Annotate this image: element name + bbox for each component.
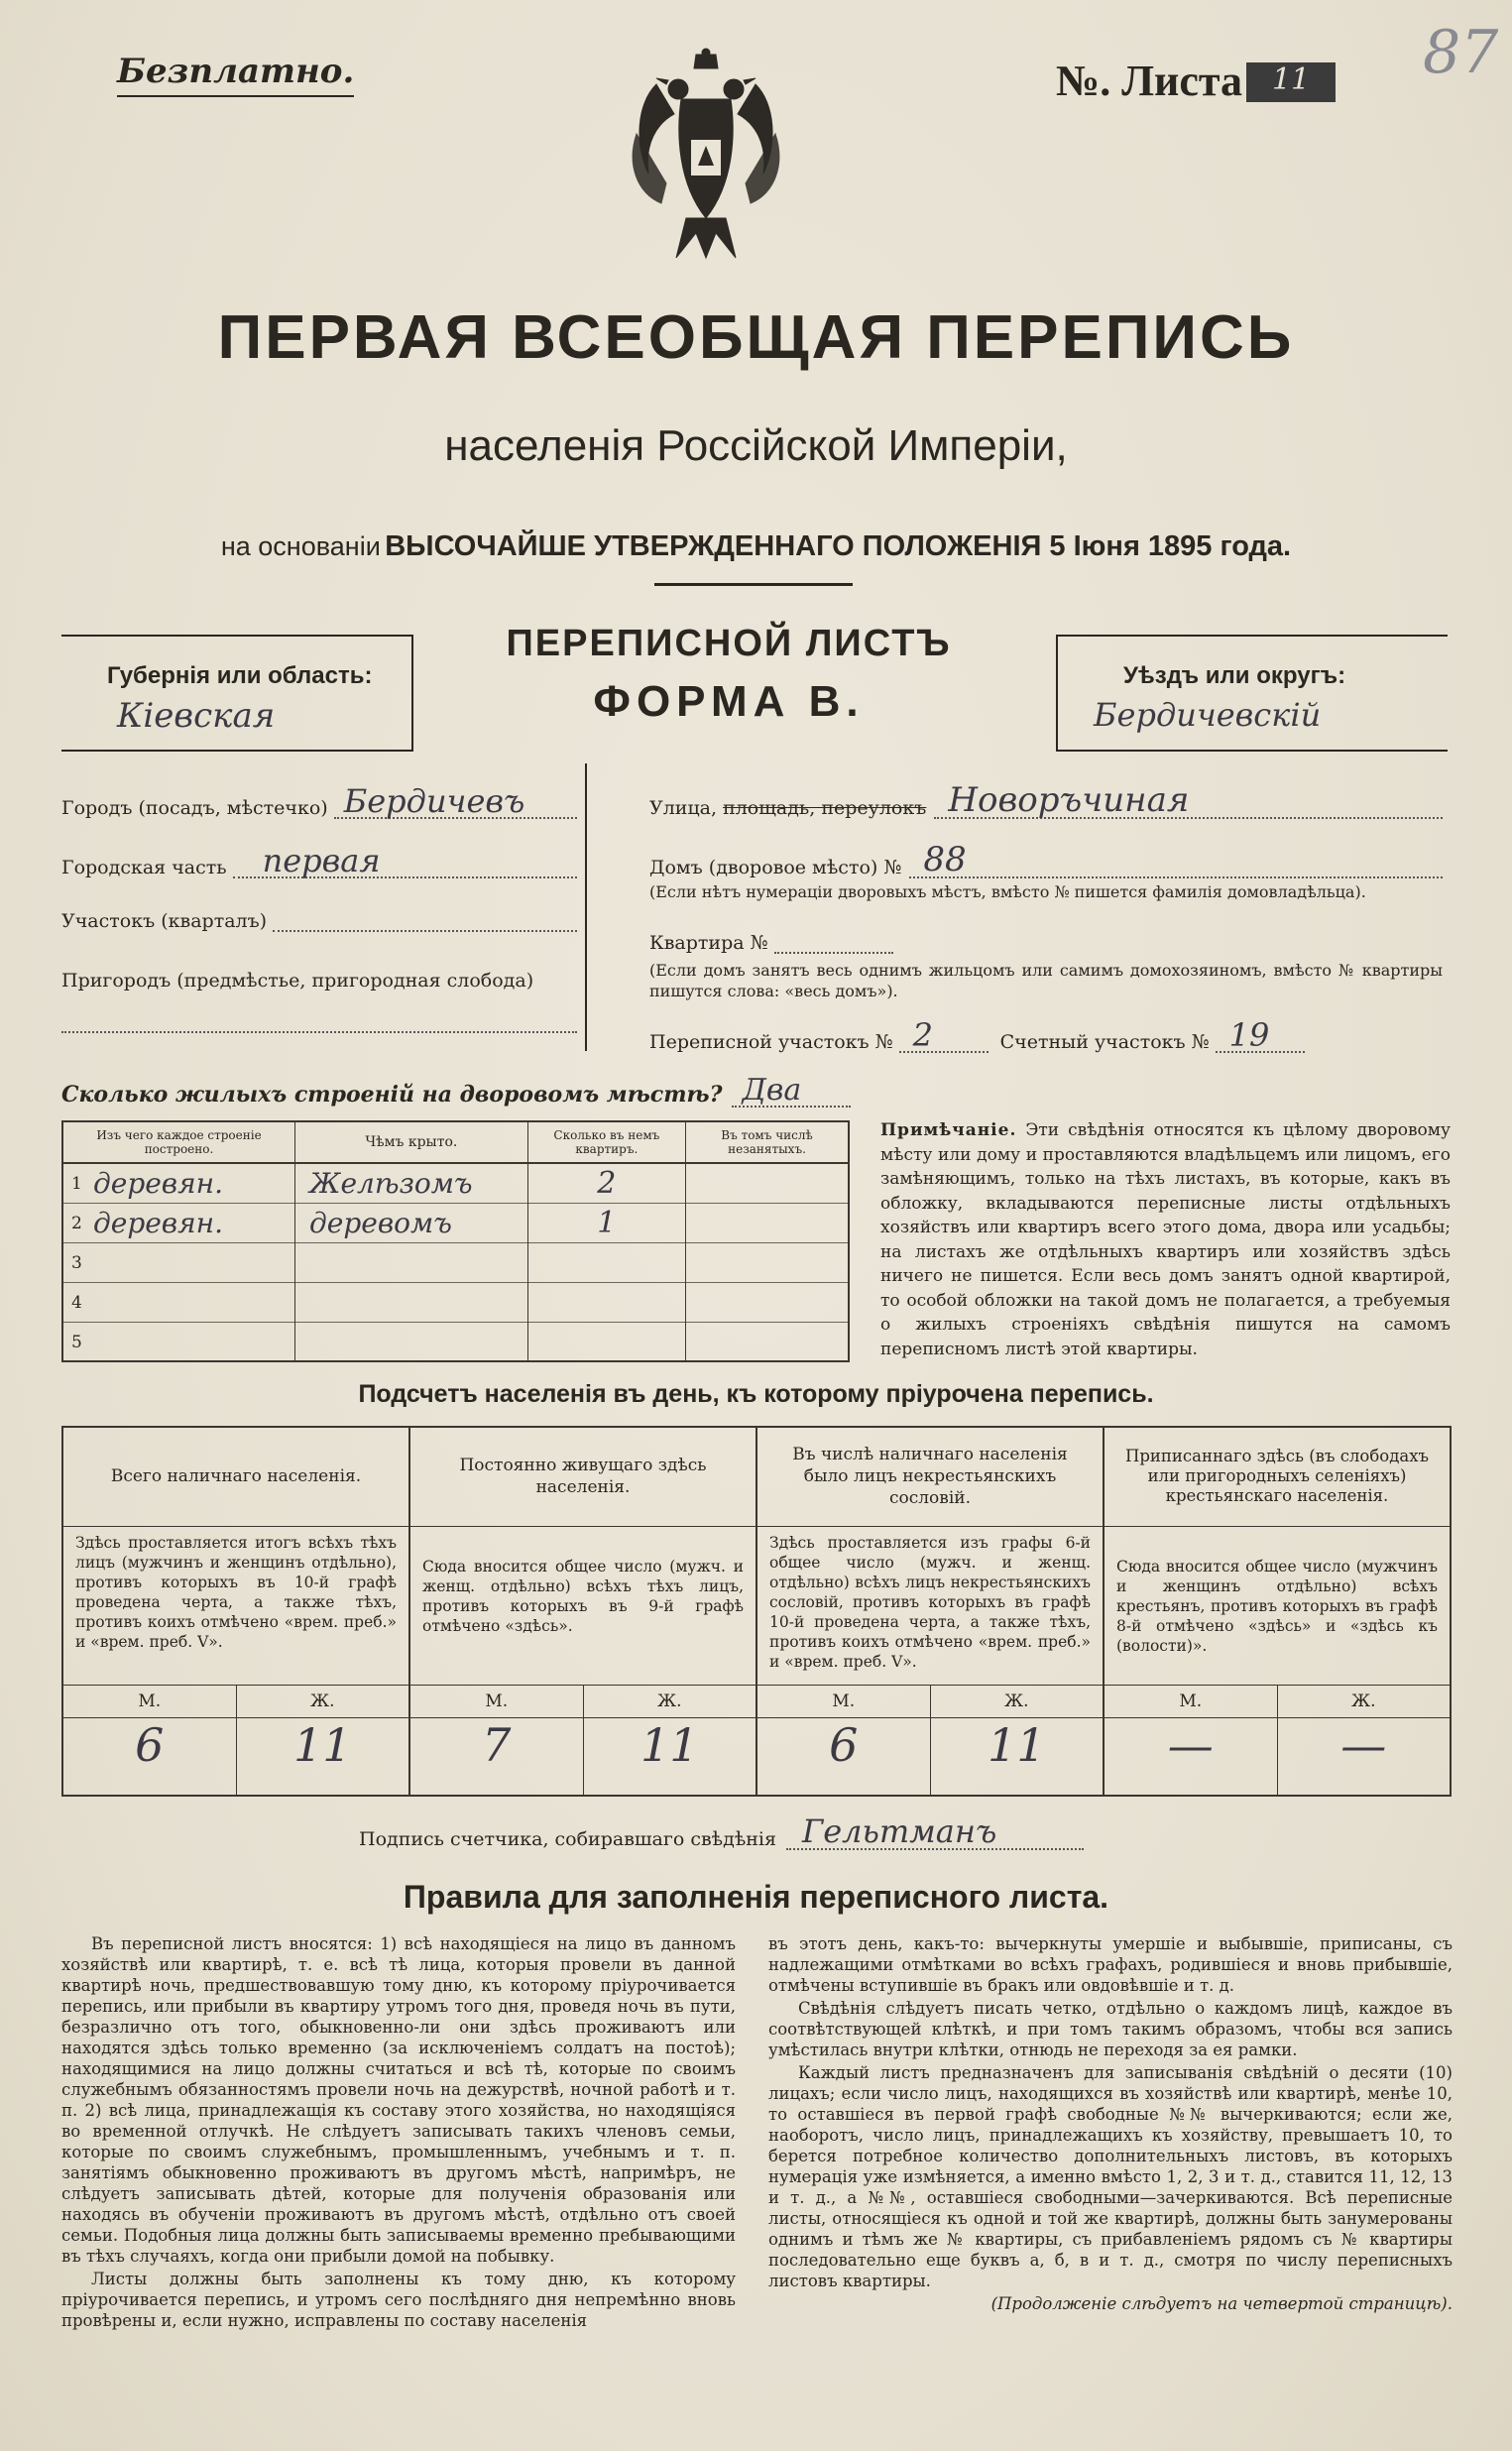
basis-main: ВЫСОЧАЙШЕ УТВЕРЖДЕННАГО ПОЛОЖЕНІЯ 5 Іюня 1895 года.	[385, 530, 1292, 562]
row-number: 3	[71, 1252, 82, 1273]
building-roof[interactable]: деревомъ	[295, 1203, 528, 1242]
sheet-number-label: №. Листа	[1056, 57, 1243, 105]
apt-note: (Если домъ занятъ весь однимъ жильцомъ или самимъ домохозяиномъ, вмѣсто № квартиры пишутся слова: «весь домъ»).	[649, 961, 1443, 1000]
building-apts[interactable]: 1	[527, 1203, 685, 1242]
female-count[interactable]: 11	[292, 1717, 352, 1772]
rules-paragraph: въ этотъ день, какъ-то: вычеркнуты умершіе и выбывшіе, приписаны, съ надлежащими отмѣтками во всѣхъ графахъ, родившіеся и вновь прибывшіе, отмѣчены вступившіе въ бракъ или овдовѣвшіе и т. д.	[768, 1934, 1453, 1995]
female-label: Ж.	[584, 1686, 756, 1718]
census-area-value[interactable]: 2	[899, 1019, 989, 1053]
count-values-cell	[1104, 1685, 1451, 1796]
census-area-label: Переписной участокъ №	[649, 1031, 893, 1053]
building-material[interactable]: деревян.	[93, 1166, 223, 1200]
buildings-header-apts: Сколько въ немъ квартиръ.	[527, 1121, 685, 1163]
rules-left-column	[61, 1933, 736, 2333]
buildings-row	[62, 1163, 849, 1203]
title-divider	[654, 583, 853, 586]
female-label: Ж.	[237, 1686, 409, 1718]
count-col-body: Сюда вносится общее число (мужч. и женщ. отдѣльно) всѣхъ тѣхъ лицъ, противъ которыхъ въ 9-й графѣ отмѣчено «здѣсь».	[409, 1526, 756, 1685]
count-col-title: Въ числѣ наличнаго населенія было лицъ некрестьянскихъ сословій.	[756, 1427, 1104, 1526]
count-col-body: Сюда вносится общее число (мужчинъ и женщинъ отдѣльно) всѣхъ крестьянъ, противъ которыхъ въ графѣ 8-й отмѣчено «здѣсь» и «здѣсь къ (волости)».	[1116, 1557, 1438, 1655]
free-label-box	[117, 52, 354, 97]
corner-note: 87	[1423, 18, 1499, 87]
buildings-row	[62, 1322, 849, 1361]
form-heading-1: ПЕРЕПИСНОЙ ЛИСТЪ	[506, 623, 952, 664]
rules-paragraph: Каждый листъ предназначенъ для записыванія свѣдѣній о десяти (10) лицахъ; если число лицъ, находящихся въ хозяйствѣ или квартирѣ, менѣе 10, то оставшіеся въ первой графѣ свободные №№ вычеркиваются; если же, наоборотъ, число лицъ, принадлежащихъ къ хозяйству, превышаетъ 10, то берется потребное количество дополнительныхъ листовъ, въ которыхъ нумерація уже измѣняется, а именно вмѣсто 1, 2, 3 и т. д., ставится 11, 12, 13 и т. д., а №№, оставшіеся свободными—зачеркиваются. Всѣ переписные листы, относящіеся къ одной и той же квартирѣ, должны быть занумерованы однимъ и тѣмъ же № квартиры, съ прибавленіемъ рядомъ съ № квартиры последовательно еще буквъ а, б, в и т. д., смотря по числу переписныхъ листовъ квартиры.	[768, 2063, 1453, 2290]
rules-paragraph: Листы должны быть заполнены къ тому дню, къ которому пріурочивается перепись, и утромъ сего послѣдняго дня непремѣнно вновь провѣрены и, если нужно, исправлены по составу населенія	[61, 2270, 736, 2330]
city-value[interactable]: Бердичевъ	[334, 785, 577, 819]
buildings-note-title: Примѣчаніе.	[880, 1120, 1017, 1140]
rules-paragraph: Свѣдѣнія слѣдуетъ писать четко, отдѣльно о каждомъ лицѣ, каждое въ соотвѣтствующей клѣткѣ, и при томъ такимъ образомъ, чтобы вся запись умѣстилась внутри клѣтки, отнюдь не переходя за ея рамки.	[768, 1999, 1453, 2059]
row-number: 4	[71, 1292, 82, 1313]
count-values-cell	[409, 1685, 756, 1796]
building-apts[interactable]: 2	[527, 1163, 685, 1203]
building-roof[interactable]: Желѣзомъ	[295, 1163, 528, 1203]
signature-value[interactable]: Гельтманъ	[786, 1814, 1084, 1850]
basis-prefix: на основаніи	[220, 531, 381, 561]
count-area-value[interactable]: 19	[1216, 1019, 1305, 1053]
buildings-note	[880, 1118, 1451, 1361]
signature-label: Подпись счетчика, собиравшаго свѣдѣнія	[359, 1828, 776, 1850]
uchastok-label: Участокъ (кварталъ)	[61, 910, 268, 932]
location-fields-left	[61, 763, 587, 1051]
count-values-cell	[62, 1685, 409, 1796]
buildings-question: Сколько жилыхъ строеній на дворовомъ мѣстѣ?	[61, 1082, 723, 1108]
apt-label: Квартира №	[649, 932, 768, 954]
row-number: 2	[71, 1213, 82, 1233]
count-col-title: Всего наличнаго населенія.	[62, 1427, 409, 1526]
male-count[interactable]: 7	[482, 1717, 512, 1772]
building-vacant[interactable]	[686, 1242, 849, 1282]
location-fields-right	[649, 763, 1453, 1061]
building-roof[interactable]	[295, 1242, 528, 1282]
subtitle: населенія Россійской Имперіи,	[444, 421, 1068, 470]
buildings-header-roof: Чѣмъ крыто.	[295, 1121, 528, 1163]
main-title: ПЕРВАЯ ВСЕОБЩАЯ ПЕРЕПИСЬ	[217, 303, 1295, 372]
guberniya-box	[61, 635, 413, 752]
building-apts[interactable]	[527, 1282, 685, 1322]
guberniya-value: Кіевская	[117, 696, 276, 736]
building-material[interactable]: деревян.	[93, 1206, 223, 1239]
buildings-row	[62, 1203, 849, 1242]
building-vacant[interactable]	[686, 1322, 849, 1361]
city-part-label: Городская часть	[61, 857, 227, 878]
count-col-body: Здѣсь проставляется изъ графы 6-й общее число (мужч. и женщ. отдѣльно) всѣхъ лицъ некрестьянскихъ сословій, противъ которыхъ въ графѣ 10-й проведена черта, а также тѣхъ, противъ коихъ отмѣчено «врем. преб.» и «врем. преб. V».	[756, 1526, 1104, 1685]
count-col-body: Здѣсь проставляется итогъ всѣхъ тѣхъ лицъ (мужчинъ и женщинъ отдѣльно), противъ которыхъ въ 10-й графѣ проведена черта, а также тѣхъ, противъ коихъ отмѣчено «врем. преб.» и «врем. преб. V».	[62, 1526, 409, 1685]
building-roof[interactable]	[295, 1282, 528, 1322]
male-label: М.	[757, 1686, 930, 1718]
female-count[interactable]: —	[1340, 1717, 1387, 1772]
uchastok-value[interactable]	[273, 912, 577, 932]
city-label: Городъ (посадъ, мѣстечко)	[61, 797, 328, 819]
male-label: М.	[1105, 1686, 1277, 1718]
count-col-title: Постоянно живущаго здѣсь населенія.	[409, 1427, 756, 1526]
imperial-eagle-emblem	[627, 45, 785, 263]
rules-continued: (Продолженіе слѣдуетъ на четвертой страницѣ).	[990, 2294, 1453, 2313]
population-count-table	[61, 1426, 1452, 1797]
buildings-header-material: Изъ чего каждое строеніе построено.	[62, 1121, 295, 1163]
rules-paragraph: Въ переписной листъ вносятся: 1) всѣ находящіеся на лицо въ данномъ хозяйствѣ или квартирѣ, т. е. всѣ тѣ лица, которыя провели въ данной квартирѣ ночь, предшествовавшую тому дню, къ которому пріурочивается перепись, или прибыли въ квартиру утромъ того дня, проведя ночь въ пути, безразлично отъ того, обыкновенно-ли они здѣсь проживаютъ или находятся здѣсь только временно (за исключеніемъ солдатъ на постоѣ); находящимися на лицо должны считаться и всѣ тѣ, которые по своимъ служебнымъ обязанностямъ провели ночь на дежурствѣ, ночной работѣ и т. п. 2) всѣ лица, принадлежащія къ составу этого хозяйства, но находящіяся во временной отлучкѣ. Не слѣдуетъ записывать такихъ членовъ семьи, которые по своимъ служебнымъ, промышленнымъ, учебнымъ и т. п. занятіямъ обыкновенно проживаютъ въ другомъ мѣстѣ, напримѣръ, не слѣдуетъ записывать дѣтей, которые для полученія образованія или находясь въ обученіи проживаютъ въ другомъ мѣстѣ, отдѣльно отъ своей семьи. Подобныя лица должны быть записываемы временно пребывающими въ тѣхъ случаяхъ, когда они прибыли домой на побывку.	[61, 1934, 736, 2266]
female-count[interactable]: 11	[640, 1717, 699, 1772]
form-heading-2: ФОРМА В.	[593, 677, 865, 726]
male-label: М.	[410, 1686, 583, 1718]
building-vacant[interactable]	[686, 1163, 849, 1203]
signature-line	[359, 1814, 1084, 1850]
building-vacant[interactable]	[686, 1282, 849, 1322]
house-value[interactable]: 88	[909, 843, 1443, 878]
building-vacant[interactable]	[686, 1203, 849, 1242]
female-label: Ж.	[931, 1686, 1104, 1718]
male-count[interactable]: 6	[829, 1717, 859, 1772]
form-heading	[416, 623, 1041, 727]
buildings-question-line	[61, 1073, 851, 1108]
building-apts[interactable]	[527, 1322, 685, 1361]
female-label: Ж.	[1278, 1686, 1451, 1718]
prigorod-value[interactable]	[61, 1031, 577, 1033]
buildings-header-vacant: Въ томъ числѣ незанятыхъ.	[721, 1128, 813, 1156]
basis-line	[0, 530, 1512, 563]
count-values-cell	[756, 1685, 1104, 1796]
count-area-label: Счетный участокъ №	[999, 1031, 1210, 1053]
uezd-value: Бердичевскій	[1094, 696, 1322, 734]
house-note: (Если нѣтъ нумераціи дворовыхъ мѣстъ, вмѣсто № пишется фамилія домовладѣльца).	[649, 882, 1366, 901]
rules-heading: Правила для заполненія переписного листа.	[403, 1879, 1109, 1915]
uezd-label: Уѣздъ или округъ:	[1123, 662, 1346, 689]
guberniya-label: Губернія или область:	[107, 662, 373, 689]
row-number: 1	[71, 1174, 82, 1194]
male-count[interactable]: 6	[135, 1717, 165, 1772]
buildings-row	[62, 1282, 849, 1322]
building-apts[interactable]	[527, 1242, 685, 1282]
uezd-box	[1056, 635, 1448, 752]
street-label-a: Улица,	[649, 797, 718, 819]
prigorod-label: Пригородъ (предмѣстье, пригородная слобода)	[61, 970, 534, 992]
sheet-number-value: 11	[1246, 62, 1336, 102]
buildings-note-text: Эти свѣдѣнія относятся къ цѣлому дворовому мѣсту или дому и проставляются владѣльцемъ или лицомъ, его замѣняющимъ, только на тѣхъ листахъ, въ которые, какъ въ обложку, вкладываются переписные листы отдѣльныхъ хозяйствъ или квартиръ всего этого дома, двора или усадьбы; на листахъ же отдѣльныхъ квартиръ или хозяйствъ здѣсь ничего не пишется. Если весь домъ занятъ одной квартирой, то особой обложки на такой домъ не полагается, а требуемыя о жилыхъ строеніяхъ свѣдѣнія пишутся на самомъ переписномъ листѣ этой квартиры.	[880, 1120, 1452, 1359]
row-number: 5	[71, 1332, 82, 1352]
house-label: Домъ (дворовое мѣсто) №	[649, 857, 902, 878]
male-label: М.	[63, 1686, 236, 1718]
building-roof[interactable]	[295, 1322, 528, 1361]
rules-right-column	[768, 1933, 1453, 2314]
sheet-number	[1056, 56, 1336, 106]
female-count[interactable]: 11	[987, 1717, 1046, 1772]
street-label-b: площадь, переулокъ	[723, 797, 927, 819]
count-col-title: Приписаннаго здѣсь (въ слободахъ или пригородныхъ селеніяхъ) крестьянскаго населенія.	[1124, 1447, 1430, 1506]
buildings-row	[62, 1242, 849, 1282]
buildings-table	[61, 1120, 850, 1362]
city-part-value[interactable]: первая	[233, 845, 577, 878]
count-heading: Подсчетъ населенія въ день, къ которому пріурочена перепись.	[358, 1380, 1154, 1408]
buildings-answer[interactable]: Два	[732, 1076, 851, 1108]
male-count[interactable]: —	[1167, 1717, 1214, 1772]
apt-value[interactable]	[774, 934, 893, 954]
street-value[interactable]: Новоръчиная	[934, 783, 1443, 819]
free-label: Безплатно.	[117, 52, 354, 97]
